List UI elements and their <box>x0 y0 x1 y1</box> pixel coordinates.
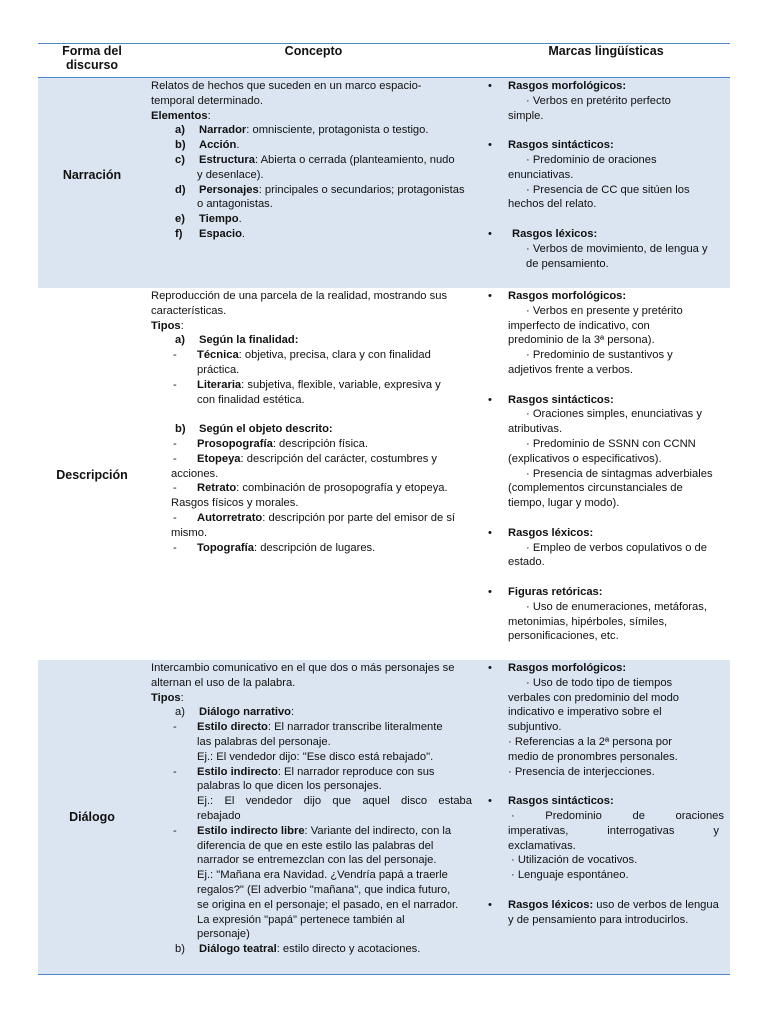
list-item <box>151 348 476 363</box>
item-term: Prosopografía <box>197 437 273 450</box>
text-line: simple. <box>508 109 544 122</box>
dash: - <box>173 482 177 495</box>
concepto-cell <box>151 661 476 957</box>
text-line: (explicativos o especificativos). <box>508 452 662 465</box>
heading-text: Rasgos morfológicos: <box>508 662 627 674</box>
item-term: Narrador <box>199 124 247 137</box>
item-continuation: palabras lo que dicen los personajes. <box>197 780 382 793</box>
lexicos-heading <box>486 898 726 913</box>
heading-text: Rasgos sintácticos: <box>508 139 614 152</box>
marcas-cell <box>486 79 726 271</box>
table-bottom-rule <box>38 974 730 975</box>
item-term: Estilo indirecto libre <box>197 824 305 837</box>
header-col1-line1: Forma del <box>62 44 122 58</box>
colon: : <box>291 706 295 719</box>
bullet-icon: • <box>488 898 492 911</box>
item-continuation: narrador se entremezclan con las del personaje. <box>197 854 437 867</box>
example-text: Ej.: El vendedor dijo que aquel disco estaba <box>197 795 472 808</box>
item-term: Acción <box>199 139 237 152</box>
item-label: c) <box>175 153 185 166</box>
text-line: Intercambio comunicativo en el que dos o más personajes se <box>151 662 455 674</box>
text-line: · Verbos en presente y pretérito <box>526 304 683 317</box>
item-label: f) <box>175 227 183 240</box>
bullet-icon: • <box>488 80 492 92</box>
text-line: imperfecto de indicativo, con <box>508 319 650 332</box>
text-line: enunciativas. <box>508 168 574 181</box>
item-text: : estilo directo y acotaciones. <box>276 943 421 956</box>
item-text: : subjetiva, flexible, variable, expresiva y <box>241 378 441 391</box>
text-line: tiempo, lugar y modo). <box>508 497 620 510</box>
heading-text: Rasgos léxicos: <box>512 227 598 240</box>
text-line: hechos del relato. <box>508 198 597 211</box>
text-line: · Predominio de oraciones <box>511 809 724 822</box>
header-concepto: Concepto <box>284 44 343 58</box>
example-text: personaje) <box>197 928 250 941</box>
text-line: · Predominio de sustantivos y <box>526 349 673 362</box>
subtype-heading <box>151 942 476 957</box>
header-marcas-linguisticas: Marcas lingüísticas <box>548 44 664 58</box>
marcas-cell <box>486 661 726 927</box>
item-text: . <box>236 139 240 152</box>
dash: - <box>173 721 177 734</box>
morfologicos-heading <box>486 661 726 676</box>
text-line: alternan el uso de la palabra. <box>151 676 296 689</box>
list-item <box>151 378 476 393</box>
figuras-heading <box>486 585 726 600</box>
item-text: . <box>238 213 242 226</box>
elementos-heading <box>151 109 476 124</box>
item-term: Literaria <box>197 378 242 391</box>
item-term: Según el objeto descrito: <box>199 423 333 436</box>
morfologicos-heading <box>486 79 726 94</box>
item-label: e) <box>175 213 185 226</box>
item-text: : descripción por parte del emisor de sí <box>262 511 456 524</box>
text-line: uso de verbos de lengua <box>593 898 719 911</box>
dash: - <box>173 349 177 362</box>
list-item <box>151 138 476 153</box>
row-title: Diálogo <box>69 810 115 824</box>
sintacticos-heading <box>486 794 726 809</box>
item-text: : Abierta o cerrada (planteamiento, nudo <box>254 153 455 166</box>
bullet-icon: • <box>488 227 492 240</box>
example-text: La expresión "papá" pertenece también al <box>197 913 405 926</box>
item-term: Estilo directo <box>197 721 268 734</box>
heading-text: Rasgos morfológicos: <box>508 290 627 302</box>
dash: - <box>173 378 177 391</box>
text-line: · Presencia de interjecciones. <box>508 765 655 778</box>
text-line: · Oraciones simples, enunciativas y <box>526 408 702 421</box>
text-line: medio de pronombres personales. <box>508 750 678 763</box>
row-dialogo <box>38 660 730 974</box>
item-term: Personajes <box>199 183 259 196</box>
text-line: Reproducción de una parcela de la realidad, mostrando sus <box>151 290 448 302</box>
tipos-heading <box>151 691 476 706</box>
sintacticos-heading <box>486 393 726 408</box>
text-line: características. <box>151 304 227 317</box>
text-line: temporal determinado. <box>151 94 263 107</box>
example-text: rebajado <box>197 809 241 822</box>
marcas-cell <box>486 289 726 644</box>
item-label: a) <box>175 334 185 347</box>
item-continuation: diferencia de que en este estilo las palabras del <box>197 839 434 852</box>
text-line: verbales con predominio del modo <box>508 691 680 704</box>
item-label: b) <box>175 139 186 152</box>
lexicos-heading <box>486 227 726 242</box>
item-continuation: acciones. <box>171 467 219 480</box>
dash: - <box>173 765 177 778</box>
bullet-icon: • <box>488 662 492 674</box>
example-text: se origina en el personaje; el pasado, en el narrador. <box>197 898 459 911</box>
item-text: : El narrador transcribe literalmente <box>267 721 443 734</box>
item-text: : descripción del carácter, costumbres y <box>240 452 438 465</box>
item-term: Espacio <box>199 227 242 240</box>
text-line: · Verbos de movimiento, de lengua y <box>526 242 708 255</box>
text-line: · Lenguaje espontáneo. <box>511 869 629 882</box>
list-item <box>151 511 476 526</box>
text-line: Relatos de hechos que suceden en un marco espacio- <box>151 80 422 92</box>
item-term: Según la finalidad: <box>199 334 299 347</box>
text-line: atributivas. <box>508 423 563 436</box>
item-text: : descripción física. <box>272 437 368 450</box>
item-term: Estilo indirecto <box>197 765 278 778</box>
dash: - <box>173 452 177 465</box>
list-item <box>151 183 476 198</box>
example-text: regalos?" (El adverbio "mañana", que indica futuro, <box>197 883 451 896</box>
text-line: · Uso de todo tipo de tiempos <box>526 676 673 689</box>
bullet-icon: • <box>488 526 492 539</box>
item-continuation: Rasgos físicos y morales. <box>171 497 299 510</box>
header-forma-del-discurso <box>38 44 146 72</box>
list-item <box>151 452 476 467</box>
text-line: exclamativas. <box>508 839 576 852</box>
text-line: · Predominio de oraciones <box>526 153 657 166</box>
item-continuation: con finalidad estética. <box>197 393 305 406</box>
list-item <box>151 765 476 780</box>
text-line: · Predominio de SSNN con CCNN <box>526 437 696 450</box>
tipos-label: Tipos <box>151 319 181 332</box>
header-col1-line2: discurso <box>65 58 119 72</box>
bullet-icon: • <box>488 393 492 406</box>
item-text: : Variante del indirecto, con la <box>304 824 452 837</box>
text-line: · Utilización de vocativos. <box>511 854 638 867</box>
text-line: de pensamiento. <box>526 257 609 270</box>
text-line: personificaciones, etc. <box>508 630 619 643</box>
list-item <box>151 212 476 227</box>
heading-text: Rasgos léxicos: <box>508 898 594 911</box>
item-continuation: las palabras del personaje. <box>197 735 331 748</box>
colon: : <box>180 691 184 704</box>
item-continuation: mismo. <box>171 526 208 539</box>
dash: - <box>173 541 177 554</box>
text-line: · Verbos en pretérito perfecto <box>526 94 671 107</box>
item-term: Retrato <box>197 482 237 495</box>
example-text: Ej.: El vendedor dijo: "Ese disco está rebajado". <box>197 750 434 763</box>
dash: - <box>173 437 177 450</box>
subtype-heading <box>151 705 476 720</box>
row-narracion <box>38 78 730 288</box>
item-term: Topografía <box>197 541 254 554</box>
item-term: Técnica <box>197 349 239 362</box>
item-text: : principales o secundarios; protagonistas <box>258 183 465 196</box>
dash: - <box>173 824 177 837</box>
item-term: Autorretrato <box>197 511 263 524</box>
text-line: imperativas, interrogativas y <box>508 824 719 837</box>
item-term: Diálogo teatral <box>199 943 277 956</box>
item-label: d) <box>175 183 186 196</box>
concepto-cell <box>151 79 476 242</box>
row-title: Narración <box>62 168 122 182</box>
item-term: Estructura <box>199 153 255 166</box>
text-line: adjetivos frente a verbos. <box>508 363 633 376</box>
bullet-icon: • <box>488 290 492 302</box>
item-label: a) <box>175 706 185 719</box>
item-term: Etopeya <box>197 452 241 465</box>
list-item <box>151 227 476 242</box>
item-term: Diálogo narrativo <box>199 706 292 719</box>
item-label: b) <box>175 943 185 956</box>
text-line: · Uso de enumeraciones, metáforas, <box>526 600 707 613</box>
tipos-heading <box>151 319 476 334</box>
item-text: : combinación de prosopografía y etopeya. <box>236 482 448 495</box>
item-label: b) <box>175 423 186 436</box>
text-line: (complementos circunstanciales de <box>508 482 683 495</box>
bullet-icon: • <box>488 795 492 808</box>
text-line: y de pensamiento para introducirlos. <box>508 913 689 926</box>
item-continuation: y desenlace). <box>197 168 264 181</box>
bullet-icon: • <box>488 139 492 152</box>
text-line: metonimias, hipérboles, símiles, <box>508 615 668 628</box>
text-line: · Empleo de verbos copulativos o de <box>526 541 707 554</box>
item-label: a) <box>175 124 185 137</box>
example-text: Ej.: "Mañana era Navidad. ¿Vendría papá a traerle <box>197 869 448 882</box>
list-item <box>151 481 476 496</box>
elementos-label: Elementos <box>151 109 208 122</box>
dash: - <box>173 511 177 524</box>
item-text: : El narrador reproduce con sus <box>277 765 435 778</box>
item-continuation: práctica. <box>197 363 240 376</box>
row-descripcion <box>38 288 730 660</box>
list-item <box>151 437 476 452</box>
text-line: · Presencia de CC que sitúen los <box>526 183 690 196</box>
list-item <box>151 824 476 839</box>
text-line: · Referencias a la 2ª persona por <box>508 735 672 748</box>
concepto-cell <box>151 289 476 555</box>
item-text: : omnisciente, protagonista o testigo. <box>246 124 429 137</box>
heading-text: Rasgos léxicos: <box>508 526 594 539</box>
text-line: estado. <box>508 556 545 569</box>
heading-text: Rasgos sintácticos: <box>508 393 614 406</box>
heading-text: Rasgos sintácticos: <box>508 795 614 808</box>
list-item <box>151 153 476 168</box>
item-text: . <box>241 227 246 240</box>
morfologicos-heading <box>486 289 726 304</box>
lexicos-heading <box>486 526 726 541</box>
list-item <box>151 541 476 556</box>
heading-text: Figuras retóricas: <box>508 585 603 598</box>
subtype-heading <box>151 333 476 348</box>
item-text: : objetiva, precisa, clara y con finalidad <box>238 349 431 362</box>
item-continuation: o antagonistas. <box>197 198 273 211</box>
heading-text: Rasgos morfológicos: <box>508 80 627 92</box>
colon: : <box>180 319 184 332</box>
row-title: Descripción <box>56 468 128 482</box>
text-line: indicativo e imperativo sobre el <box>508 706 662 719</box>
item-term: Tiempo <box>199 213 239 226</box>
item-text: : descripción de lugares. <box>253 541 376 554</box>
text-line: · Presencia de sintagmas adverbiales <box>526 467 713 480</box>
text-line: predominio de la 3ª persona). <box>508 334 655 347</box>
tipos-label: Tipos <box>151 691 181 704</box>
bullet-icon: • <box>488 585 492 598</box>
text-line: subjuntivo. <box>508 721 562 734</box>
list-item <box>151 123 476 138</box>
subtype-heading <box>151 422 476 437</box>
colon: : <box>207 109 211 122</box>
sintacticos-heading <box>486 138 726 153</box>
list-item <box>151 720 476 735</box>
